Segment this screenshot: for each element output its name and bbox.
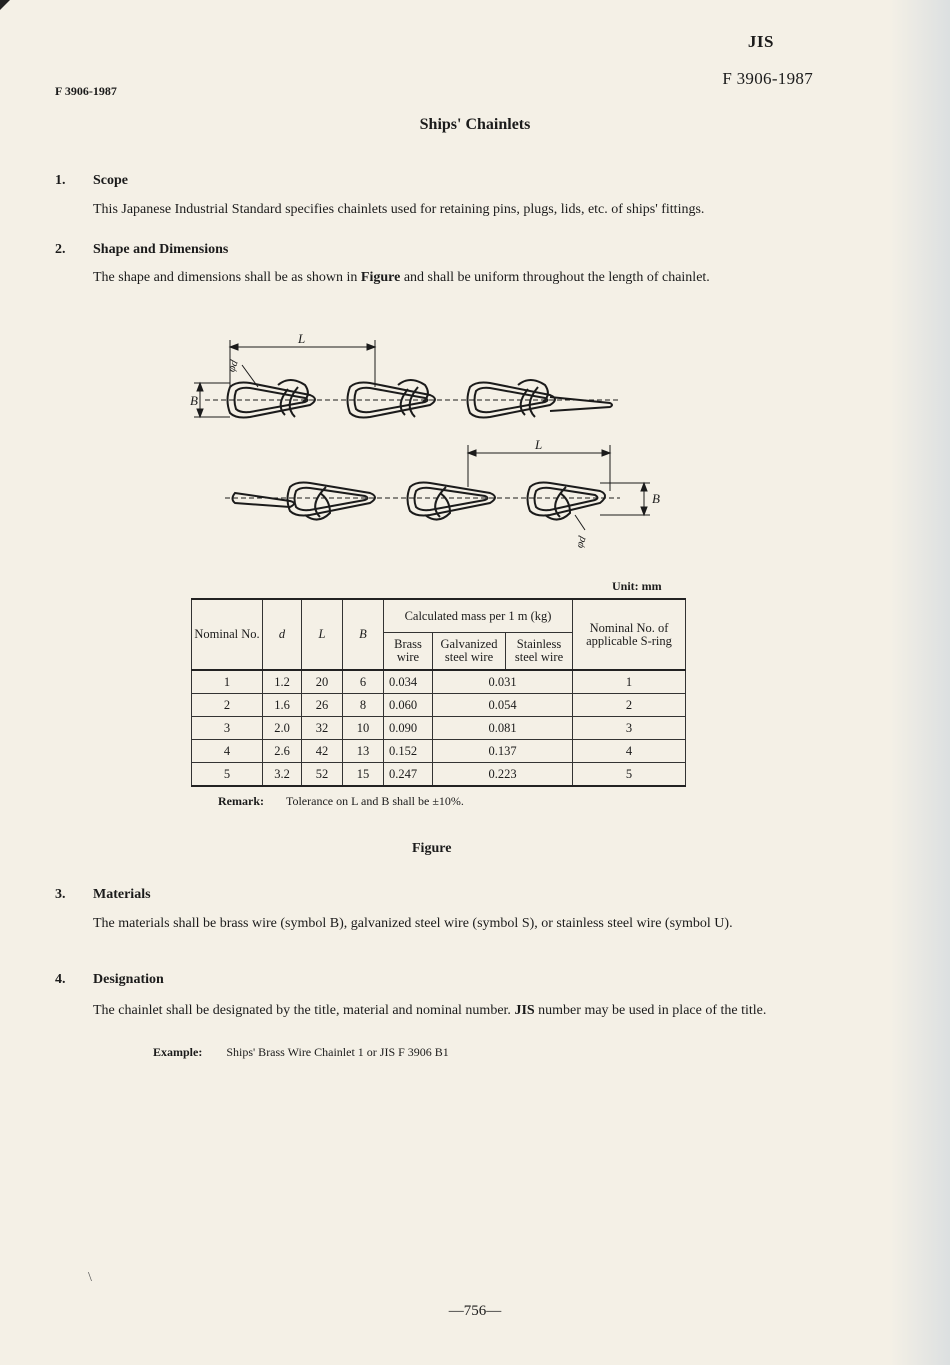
section-1-number: 1. <box>55 173 66 188</box>
section-4-number: 4. <box>55 972 66 987</box>
section-1-text: This Japanese Industrial Standard specifies chainlets used for retaining pins, plugs, lids, etc. of ships' fittings. <box>93 202 705 217</box>
chainlet-figure <box>180 325 680 550</box>
lower-chain <box>233 483 606 520</box>
cell-sring: 1 <box>573 670 686 694</box>
cell-L: 32 <box>302 717 343 740</box>
cell-steel: 0.137 <box>433 740 573 763</box>
section-4-text <box>53 1000 813 1022</box>
header-standard-number: F 3906-1987 <box>722 69 813 88</box>
cell-steel: 0.081 <box>433 717 573 740</box>
header-brass: Brass wire <box>384 633 433 671</box>
designation-example <box>153 1045 449 1060</box>
section-2-text-b: and shall be uniform throughout the length of chainlet. <box>400 270 710 285</box>
header-standard-number-left: F 3906-1987 <box>55 84 117 98</box>
cell-nominal: 3 <box>192 717 263 740</box>
cell-brass: 0.247 <box>384 763 433 787</box>
cell-nominal: 4 <box>192 740 263 763</box>
table-row <box>192 694 686 717</box>
cell-L: 26 <box>302 694 343 717</box>
header-jis: JIS <box>747 32 774 51</box>
header-stainless: Stainless steel wire <box>506 633 573 671</box>
cell-L: 52 <box>302 763 343 787</box>
label-B-upper: B <box>190 393 198 408</box>
example-text: Ships' Brass Wire Chainlet 1 or JIS F 3906 B1 <box>226 1045 449 1059</box>
cell-B: 10 <box>343 717 384 740</box>
cell-B: 8 <box>343 694 384 717</box>
cell-brass: 0.090 <box>384 717 433 740</box>
header-sring: Nominal No. of applicable S-ring <box>573 599 686 670</box>
label-d-lower: φd <box>573 534 589 550</box>
table-row <box>192 717 686 740</box>
section-4-text-b: number may be used in place of the title. <box>534 1003 767 1018</box>
cell-brass: 0.034 <box>384 670 433 694</box>
header-d: d <box>263 599 302 670</box>
figure-caption: Figure <box>412 841 452 856</box>
cell-sring: 4 <box>573 740 686 763</box>
header-B: B <box>343 599 384 670</box>
section-3-text: The materials shall be brass wire (symbol B), galvanized steel wire (symbol S), or stainless steel wire (symbol U). <box>93 916 733 931</box>
section-1-title: Scope <box>93 173 128 188</box>
cell-steel: 0.031 <box>433 670 573 694</box>
section-2-text-a: The shape and dimensions shall be as shown in <box>93 270 361 285</box>
page-edge-shadow <box>890 0 950 1365</box>
label-d-upper: φd <box>225 358 241 374</box>
section-2-text <box>53 267 813 289</box>
section-2-title: Shape and Dimensions <box>93 242 229 257</box>
cell-d: 1.2 <box>263 670 302 694</box>
section-2-figure-ref: Figure <box>360 270 401 285</box>
unit-label: Unit: mm <box>612 579 662 593</box>
header-L: L <box>302 599 343 670</box>
cell-B: 13 <box>343 740 384 763</box>
upper-chain <box>228 380 613 418</box>
section-4-text-a: The chainlet shall be designated by the title, material and nominal number. <box>93 1003 515 1018</box>
label-B-lower: B <box>652 491 660 506</box>
cell-sring: 2 <box>573 694 686 717</box>
table-row <box>192 740 686 763</box>
cell-nominal: 5 <box>192 763 263 787</box>
cell-sring: 3 <box>573 717 686 740</box>
margin-mark: \ <box>88 1270 92 1285</box>
cell-steel: 0.223 <box>433 763 573 787</box>
section-2-number: 2. <box>55 242 66 257</box>
label-L-lower: L <box>535 437 543 452</box>
remark-label: Remark: <box>218 794 264 808</box>
page-number: —756— <box>448 1303 502 1319</box>
header-mass: Calculated mass per 1 m (kg) <box>384 599 573 633</box>
cell-steel: 0.054 <box>433 694 573 717</box>
label-L-upper: L <box>298 331 306 346</box>
section-4-title: Designation <box>93 972 164 987</box>
dimension-table <box>191 598 686 787</box>
cell-sring: 5 <box>573 763 686 787</box>
header-nominal-no: Nominal No. <box>192 599 263 670</box>
cell-B: 6 <box>343 670 384 694</box>
cell-L: 20 <box>302 670 343 694</box>
corner-mark <box>0 0 10 10</box>
page-title: Ships' Chainlets <box>419 116 531 133</box>
cell-nominal: 1 <box>192 670 263 694</box>
section-3-title: Materials <box>93 887 151 902</box>
section-4-jis-ref: JIS <box>514 1003 535 1018</box>
cell-d: 1.6 <box>263 694 302 717</box>
cell-B: 15 <box>343 763 384 787</box>
cell-brass: 0.152 <box>384 740 433 763</box>
cell-L: 42 <box>302 740 343 763</box>
remark-text: Tolerance on L and B shall be ±10%. <box>285 794 464 808</box>
cell-d: 3.2 <box>263 763 302 787</box>
table-row <box>192 670 686 694</box>
table-remark <box>218 794 464 809</box>
cell-d: 2.6 <box>263 740 302 763</box>
header-galvanized: Galvanized steel wire <box>433 633 506 671</box>
cell-d: 2.0 <box>263 717 302 740</box>
cell-brass: 0.060 <box>384 694 433 717</box>
example-label: Example: <box>153 1045 203 1059</box>
section-3-number: 3. <box>55 887 66 902</box>
table-row <box>192 763 686 787</box>
cell-nominal: 2 <box>192 694 263 717</box>
